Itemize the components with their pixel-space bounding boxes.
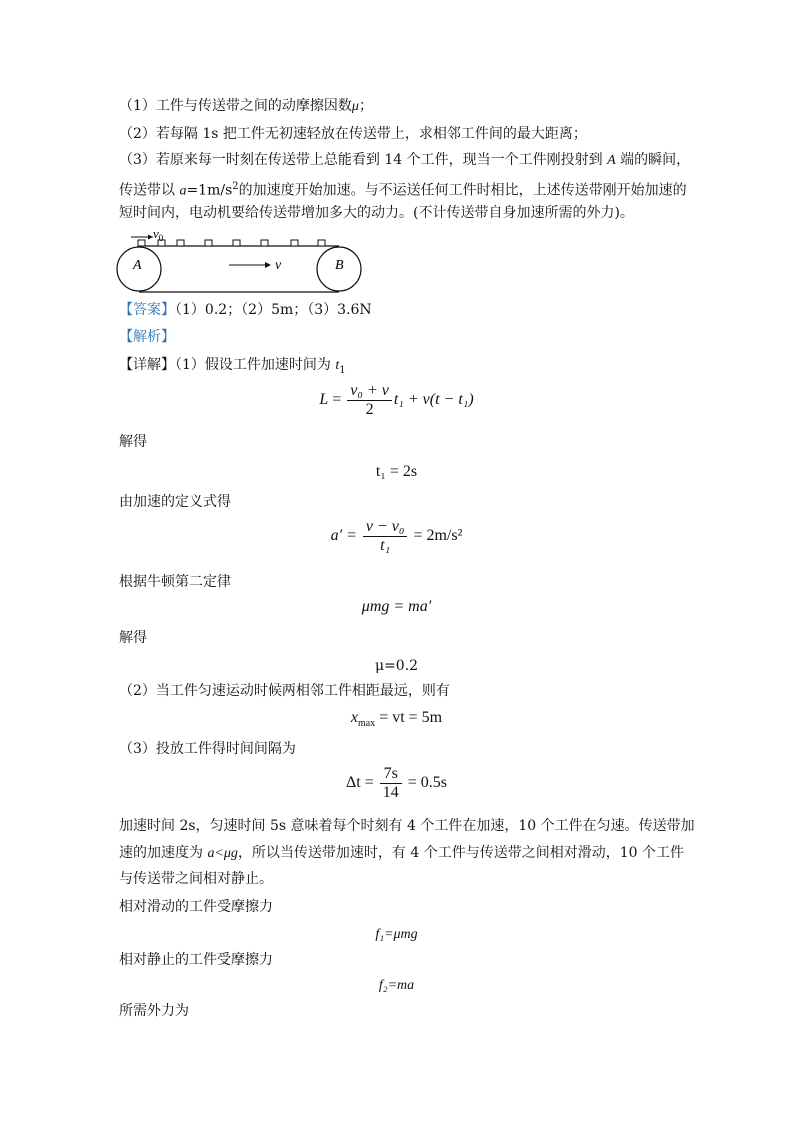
detail-line: 【详解】（1）假设工件加速时间为 $t_1$ (119, 357, 346, 376)
equation-9: f₂=ma (378, 978, 415, 993)
conveyor-belt-diagram (115, 226, 365, 298)
step-2: （2）当工件匀速运动时候两相邻工件相距最远，则有 (119, 683, 450, 699)
equation-3: a′ = $\frac{\text{v − v₀}}{\text{t₁}}$ = 2m/s² (330, 518, 463, 554)
workpiece (291, 240, 298, 246)
paragraph-line-2: 速的加速度为 a<μg，所以当传送带加速时，有 4 个工件与传送带之间相对滑动，10 个工件 (119, 845, 685, 861)
solve-1: 解得 (119, 434, 147, 450)
v-arrowhead (265, 262, 271, 268)
answer-tag: 【答案】 (119, 302, 175, 318)
newton-law: 根据牛顿第二定律 (119, 574, 231, 590)
accel-definition: 由加速的定义式得 (119, 494, 231, 510)
equation-5: μ=0.2 (374, 658, 419, 674)
equation-1: L = $\frac{\text{v₀ + v}}{2}$ t₁ + v(t − t₁) (319, 382, 474, 418)
v-label: v (275, 258, 282, 273)
sliding-friction-label: 相对滑动的工件受摩擦力 (119, 899, 273, 915)
label-a: A (133, 258, 142, 273)
paragraph-line-3: 与传送带之间相对静止。 (119, 871, 273, 887)
detail-tag: 【详解】 (119, 357, 175, 373)
question-3-line-1: （3）若原来每一时刻在传送带上总能看到 14 个工件，现当一个工件刚投射到 A 端的瞬间， (119, 152, 691, 168)
equation-4: μmg = ma′ (361, 598, 432, 615)
workpiece (138, 240, 145, 246)
paragraph-line-1: 加速时间 2s，匀速时间 5s 意味着每个时刻有 4 个工件在加速，10 个工件在匀速。传送带加 (119, 818, 695, 834)
equation-2: t₁ = 2s (375, 463, 418, 480)
v0-label: $v_0$ (153, 226, 164, 243)
workpiece (177, 240, 184, 246)
step-3: （3）投放工件得时间间隔为 (119, 741, 296, 757)
workpiece (233, 240, 240, 246)
question-2: （2）若每隔 1s 把工件无初速轻放在传送带上，求相邻工件间的最大距离； (119, 126, 587, 142)
equation-8: f₁=μmg (375, 927, 418, 942)
label-b: B (335, 258, 344, 273)
solve-2: 解得 (119, 630, 147, 646)
workpiece (318, 240, 325, 246)
analysis-tag: 【解析】 (119, 329, 175, 345)
equation-6: $x_{max}$ = vt = 5m (350, 709, 443, 730)
question-3-line-3: 短时间内，电动机要给传送带增加多大的动力。(不计传送带自身加速所需的外力)。 (119, 205, 634, 221)
answer-line: 【答案】（1）0.2；（2）5m；（3）3.6N (119, 302, 372, 318)
question-1: （1）工件与传送带之间的动摩擦因数μ； (119, 98, 373, 114)
required-force-label: 所需外力为 (119, 1003, 189, 1019)
workpiece (205, 240, 212, 246)
equation-7: Δt = $\frac{7s}{14}$ = 0.5s (345, 765, 447, 801)
analysis-line (119, 327, 175, 347)
workpiece (261, 240, 268, 246)
static-friction-label: 相对静止的工件受摩擦力 (119, 952, 273, 968)
question-3-line-2: 传送带以 $a=1m/s^2$的加速度开始加速。与不运送任何工件时相比，上述传送带刚开始加速的 (119, 181, 687, 199)
